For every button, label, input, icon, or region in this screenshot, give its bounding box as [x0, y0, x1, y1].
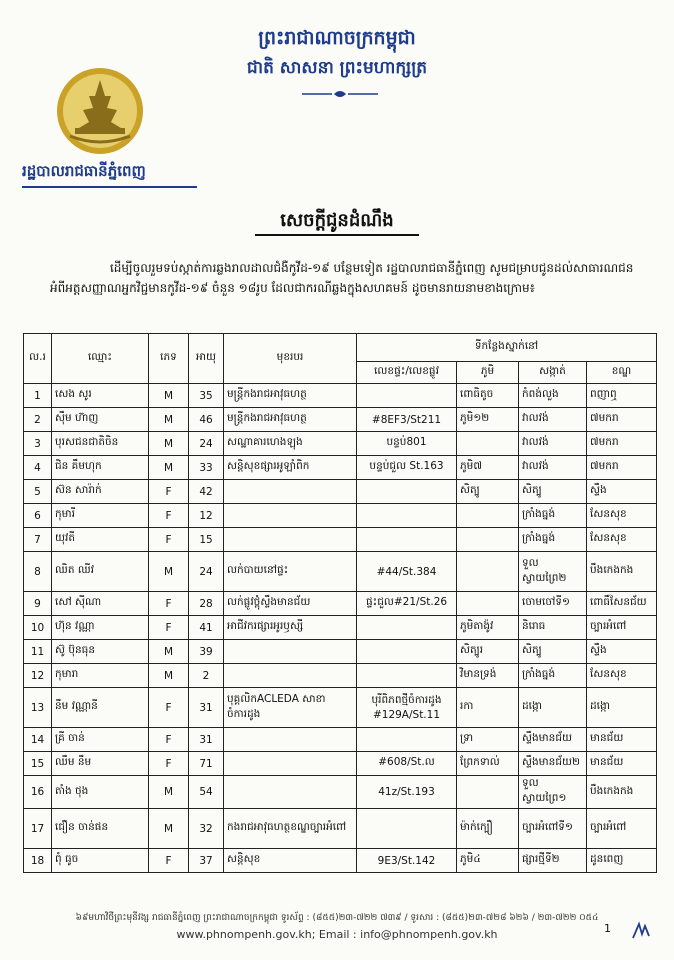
cell-age: 54 — [189, 776, 224, 809]
ornament-divider-icon — [300, 88, 380, 100]
cell-commune: ក្រាំងធ្នង់ — [519, 528, 587, 552]
cell-house — [357, 728, 457, 752]
cell-village: ភូមិ៧ — [457, 456, 519, 480]
cell-sex: F — [149, 849, 189, 873]
cell-commune: ទួលស្វាយព្រៃ២ — [519, 552, 587, 592]
table-row — [24, 432, 657, 456]
cell-no: 16 — [24, 776, 52, 809]
cell-sex: M — [149, 384, 189, 408]
title-underline — [255, 234, 419, 236]
department-name: រដ្ឋបាលរាជធានីភ្នំពេញ — [22, 162, 146, 180]
table-row — [24, 408, 657, 432]
cell-district: ដង្កោ — [587, 688, 657, 728]
cell-sex: M — [149, 552, 189, 592]
cell-house: 41z/St.193 — [357, 776, 457, 809]
cell-house: បន្ទប់801 — [357, 432, 457, 456]
cell-commune: សិត្បូ — [519, 480, 587, 504]
cell-age: 32 — [189, 809, 224, 849]
cell-occupation: សន្តិសុខផ្សារអូឡាំពិក — [224, 456, 357, 480]
cell-commune: ចោមចៅទី១ — [519, 592, 587, 616]
table-row — [24, 456, 657, 480]
cell-district: មានជ័យ — [587, 752, 657, 776]
header-sex: ភេទ — [149, 334, 189, 384]
cell-village: សិត្បូ — [457, 480, 519, 504]
cell-name: ហ៊ុន វណ្ណា — [52, 616, 149, 640]
cell-occupation: កងរាជអាវុធហត្ថខណ្ឌច្បារអំពៅ — [224, 809, 357, 849]
cell-district: បឹងកេងកង — [587, 776, 657, 809]
cell-occupation — [224, 752, 357, 776]
cell-no: 6 — [24, 504, 52, 528]
table-row — [24, 504, 657, 528]
footer-contact: www.phnompenh.gov.kh; Email : info@phnompenh.gov.kh — [176, 928, 498, 941]
table-row — [24, 528, 657, 552]
cases-table — [23, 333, 657, 873]
cell-no: 5 — [24, 480, 52, 504]
cell-sex: M — [149, 664, 189, 688]
cell-occupation: បុគ្គលិកACLEDA សាខាចំការដូង — [224, 688, 357, 728]
cell-commune: វាលវង់ — [519, 456, 587, 480]
footer-address: ៦៩មហាវិថីព្រះមុនីវង្ស រាជធានីភ្នំពេញ ព្រះរាជាណាចក្រកម្ពុជា ទូរស័ព្ទ : (៨៥៥)២៣-៧២២ ៧៣៩ / ទូរសារ : (៨៥៥)២៣-៧២៨ ៦២៦ / ២៣-៧២២ ០៥៤ — [75, 913, 599, 923]
cell-village: វិមានទ្រង់ — [457, 664, 519, 688]
cell-sex: F — [149, 528, 189, 552]
header-no: ល.រ — [24, 334, 52, 384]
cell-occupation — [224, 728, 357, 752]
table-row — [24, 688, 657, 728]
cell-name: សៅ ស៊ីណា — [52, 592, 149, 616]
cell-village — [457, 552, 519, 592]
cell-sex: F — [149, 480, 189, 504]
cell-sex: M — [149, 640, 189, 664]
cell-age: 2 — [189, 664, 224, 688]
table-row — [24, 384, 657, 408]
municipal-seal-logo — [55, 66, 145, 156]
cell-age: 41 — [189, 616, 224, 640]
cell-sex: F — [149, 504, 189, 528]
cell-no: 7 — [24, 528, 52, 552]
cell-sex: M — [149, 432, 189, 456]
document-title: សេចក្ដីជូនដំណឹង — [280, 210, 394, 231]
cell-occupation: លក់ផ្លូវថ្ពុំស្ទឹងមានជ័យ — [224, 592, 357, 616]
cell-no: 12 — [24, 664, 52, 688]
cell-house — [357, 809, 457, 849]
cell-village — [457, 504, 519, 528]
cell-commune: ផ្សារថ្មីទី២ — [519, 849, 587, 873]
cell-occupation: មន្ត្រីកងរាជអាវុធហត្ថ — [224, 408, 357, 432]
cell-district: សែនសុខ — [587, 664, 657, 688]
table-row — [24, 849, 657, 873]
cell-district: ស្ទឹង — [587, 480, 657, 504]
cell-house: #608/St.ល — [357, 752, 457, 776]
header-occupation: មុខរបរ — [224, 334, 357, 384]
cell-sex: M — [149, 776, 189, 809]
cell-house — [357, 528, 457, 552]
table-row — [24, 809, 657, 849]
cell-no: 8 — [24, 552, 52, 592]
cell-village — [457, 432, 519, 456]
cell-name: កុមារី — [52, 504, 149, 528]
cell-name: ឈឹម នឹម — [52, 752, 149, 776]
page-number: 1 — [604, 922, 611, 935]
cell-sex: M — [149, 408, 189, 432]
cell-district: ៧មករា — [587, 456, 657, 480]
cell-name: បុរសជនជាតិចិន — [52, 432, 149, 456]
kingdom-heading: ព្រះរាជាណាចក្រកម្ពុជា — [258, 27, 416, 49]
header-name: ឈ្មោះ — [52, 334, 149, 384]
cell-house: #44/St.384 — [357, 552, 457, 592]
cell-commune: ស្ទឹងមានជ័យ — [519, 728, 587, 752]
cell-district: ៧មករា — [587, 408, 657, 432]
cell-no: 17 — [24, 809, 52, 849]
cell-village — [457, 776, 519, 809]
cell-house — [357, 640, 457, 664]
cell-village — [457, 528, 519, 552]
cell-age: 46 — [189, 408, 224, 432]
table-row — [24, 552, 657, 592]
table-row — [24, 592, 657, 616]
cell-commune: ដង្កោ — [519, 688, 587, 728]
cell-district: ដូនពេញ — [587, 849, 657, 873]
cell-name: នឹម វណ្ណានី — [52, 688, 149, 728]
cell-no: 13 — [24, 688, 52, 728]
cell-occupation: អាជីវករផ្សារអូរឫស្សី — [224, 616, 357, 640]
cell-age: 12 — [189, 504, 224, 528]
signature-mark-icon — [630, 920, 652, 942]
cell-village: រកា — [457, 688, 519, 728]
cell-occupation: សន្តិសុខ — [224, 849, 357, 873]
cell-age: 71 — [189, 752, 224, 776]
cell-age: 33 — [189, 456, 224, 480]
cell-village: ភូមិតាង៉ូវ — [457, 616, 519, 640]
cell-occupation: លក់បាយនៅផ្ទះ — [224, 552, 357, 592]
cell-age: 39 — [189, 640, 224, 664]
cell-name: ជិន គឹមហុក — [52, 456, 149, 480]
cell-age: 31 — [189, 688, 224, 728]
cell-house — [357, 480, 457, 504]
cell-village: ភូមិ៤ — [457, 849, 519, 873]
header-house: លេខផ្ទះ/លេខផ្លូវ — [357, 362, 457, 384]
cell-name: កុមារា — [52, 664, 149, 688]
cell-sex: M — [149, 809, 189, 849]
table-row — [24, 776, 657, 809]
cell-district: ៧មករា — [587, 432, 657, 456]
cell-district: ច្បារអំពៅ — [587, 809, 657, 849]
cell-district: បឹងកេងកង — [587, 552, 657, 592]
header-commune: សង្កាត់ — [519, 362, 587, 384]
cell-commune: ក្រាំងធ្នង់ — [519, 504, 587, 528]
table-row — [24, 664, 657, 688]
cell-village: សិត្បូរ — [457, 640, 519, 664]
cell-no: 4 — [24, 456, 52, 480]
cell-no: 11 — [24, 640, 52, 664]
cell-district: មានជ័យ — [587, 728, 657, 752]
cell-district: សែនសុខ — [587, 528, 657, 552]
cell-village: ម៉ាក់ក្បឿ — [457, 809, 519, 849]
cell-house — [357, 664, 457, 688]
cell-occupation — [224, 776, 357, 809]
cell-no: 3 — [24, 432, 52, 456]
cell-village: ភូមិ១២ — [457, 408, 519, 432]
cell-no: 2 — [24, 408, 52, 432]
cell-no: 15 — [24, 752, 52, 776]
cell-occupation — [224, 664, 357, 688]
cell-district: ពញាឮ — [587, 384, 657, 408]
cell-village: ព្រែកទាល់ — [457, 752, 519, 776]
cell-commune: និរោធ — [519, 616, 587, 640]
cell-name: តាំង ថុង — [52, 776, 149, 809]
cell-name: សេង សូរ — [52, 384, 149, 408]
cell-age: 24 — [189, 552, 224, 592]
cell-age: 31 — [189, 728, 224, 752]
department-underline — [22, 186, 197, 188]
national-motto: ជាតិ សាសនា ព្រះមហាក្សត្រ — [246, 58, 428, 78]
intro-paragraph: ដើម្បីចូលរួមទប់ស្កាត់ការឆ្លងរាលដាលជំងឺកូវីដ-១៩ បន្ថែមទៀត រដ្ឋបាលរាជធានីភ្នំពេញ សូមជម្រាបជូនដល់សាធារណជនអំពីអត្តសញ្ញាណអ្នកវិជ្ជមានកូវីដ-១៩ ចំនួន ១៨រូប ដែលជាករណីឆ្លងក្នុងសហគមន៍ ដូចមានរាយនាមខាងក្រោម៖ — [50, 261, 634, 295]
cell-house: បុរីពិភពថ្មីចំការដូង #129A/St.11 — [357, 688, 457, 728]
cell-district: សែនសុខ — [587, 504, 657, 528]
cell-age: 28 — [189, 592, 224, 616]
cell-name: គ្រី ចាន់ — [52, 728, 149, 752]
cell-occupation — [224, 480, 357, 504]
cell-occupation — [224, 640, 357, 664]
cell-no: 9 — [24, 592, 52, 616]
table-row — [24, 752, 657, 776]
cell-commune: វាលវង់ — [519, 408, 587, 432]
cell-house: ផ្ទះជួល#21/St.26 — [357, 592, 457, 616]
cell-house: បន្ទប់ជួល St.163 — [357, 456, 457, 480]
cell-age: 42 — [189, 480, 224, 504]
header-district: ខណ្ឌ — [587, 362, 657, 384]
header-address: ទីកន្លែងស្នាក់នៅ — [357, 334, 657, 362]
cell-sex: M — [149, 456, 189, 480]
cell-name: ឈិត ឈីវ — [52, 552, 149, 592]
table-row — [24, 728, 657, 752]
cell-commune: ច្បារអំពៅទី១ — [519, 809, 587, 849]
cell-name: ស៊ន សារ៉ាក់ — [52, 480, 149, 504]
header-village: ភូមិ — [457, 362, 519, 384]
cell-house: 9E3/St.142 — [357, 849, 457, 873]
cell-commune: វាលវង់ — [519, 432, 587, 456]
cell-house — [357, 384, 457, 408]
cell-commune: ទួលស្វាយព្រៃ១ — [519, 776, 587, 809]
cell-sex: F — [149, 592, 189, 616]
cell-commune: ស្ទឹងមានជ័យ២ — [519, 752, 587, 776]
cell-age: 24 — [189, 432, 224, 456]
cell-occupation — [224, 504, 357, 528]
cell-village: ទ្រា — [457, 728, 519, 752]
cell-house — [357, 504, 457, 528]
cell-no: 1 — [24, 384, 52, 408]
cell-house: #8EF3/St211 — [357, 408, 457, 432]
cell-village: ពោធិតូច — [457, 384, 519, 408]
cell-age: 37 — [189, 849, 224, 873]
cell-sex: F — [149, 616, 189, 640]
table-row — [24, 640, 657, 664]
cell-occupation: មន្ត្រីកងរាជអាវុធហត្ថ — [224, 384, 357, 408]
table-row — [24, 616, 657, 640]
cell-occupation: សណ្ឋាគារហេងឡុង — [224, 432, 357, 456]
cell-sex: F — [149, 688, 189, 728]
header-age: អាយុ — [189, 334, 224, 384]
cell-sex: F — [149, 728, 189, 752]
cell-name: ស៊ឹម ហ៊ាញ — [52, 408, 149, 432]
table-row — [24, 480, 657, 504]
cell-name: ស៊ូ ប៊ុនធុន — [52, 640, 149, 664]
cell-commune: ក្រាំងធ្នង់ — [519, 664, 587, 688]
cell-sex: F — [149, 752, 189, 776]
cell-no: 14 — [24, 728, 52, 752]
cell-age: 15 — [189, 528, 224, 552]
cell-district: ស្ទឹង — [587, 640, 657, 664]
cell-commune: កំពង់លួង — [519, 384, 587, 408]
cell-age: 35 — [189, 384, 224, 408]
cell-district: ពោធិ៍សែនជ័យ — [587, 592, 657, 616]
cell-no: 18 — [24, 849, 52, 873]
cell-no: 10 — [24, 616, 52, 640]
cell-occupation — [224, 528, 357, 552]
cell-commune: សិត្បូ — [519, 640, 587, 664]
cell-district: ច្បារអំពៅ — [587, 616, 657, 640]
cell-house — [357, 616, 457, 640]
cell-name: ជឿន ចាន់ផន — [52, 809, 149, 849]
cell-name: ពុំ ធូច — [52, 849, 149, 873]
cell-name: យុវតី — [52, 528, 149, 552]
cell-village — [457, 592, 519, 616]
